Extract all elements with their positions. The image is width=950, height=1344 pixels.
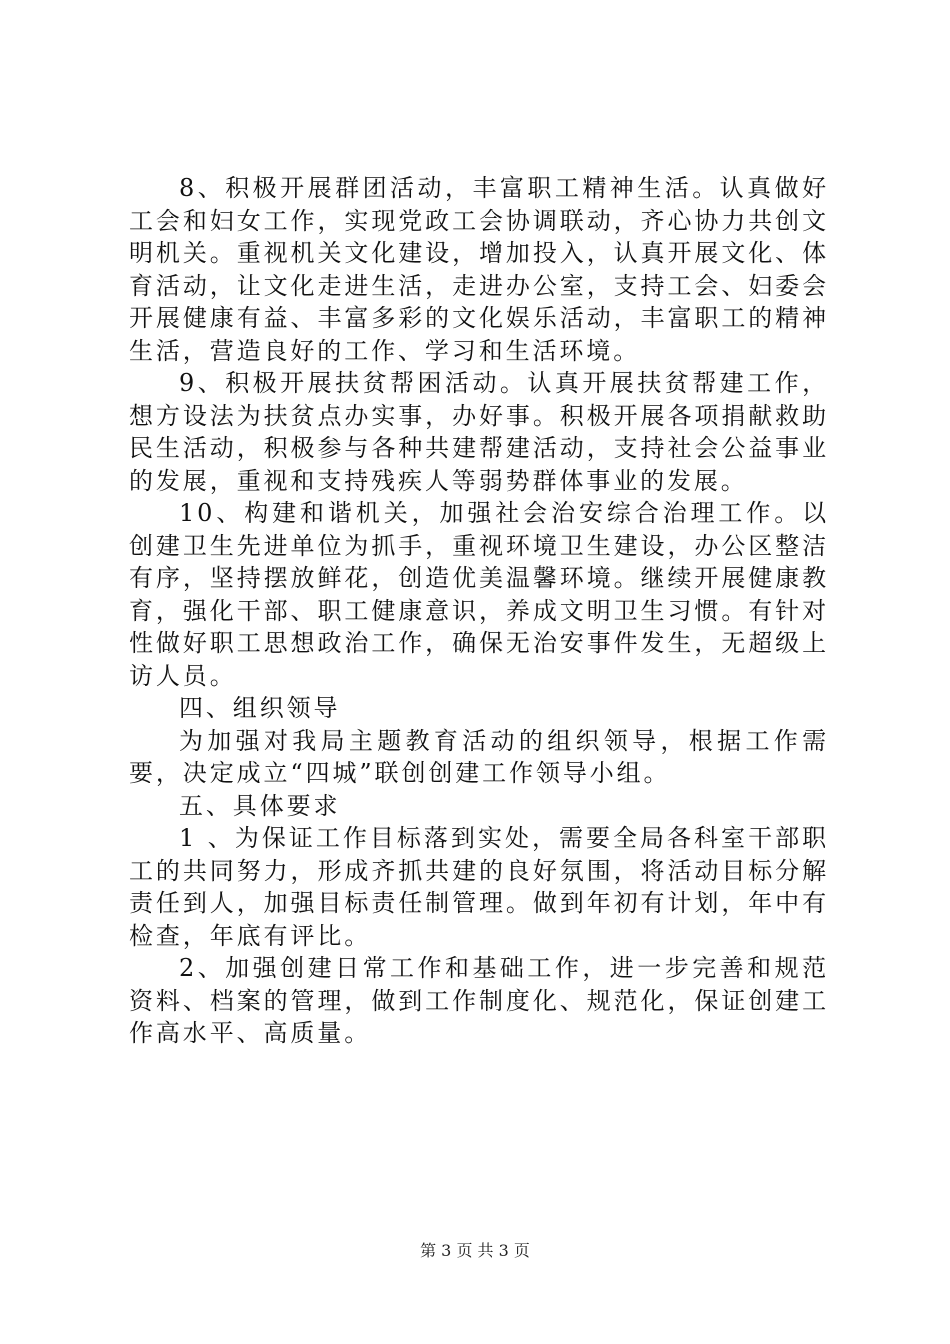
paragraph-item-9: 9、积极开展扶贫帮困活动。认真开展扶贫帮建工作，想方设法为扶贫点办实事，办好事。积极开展各项捐献救助民生活动，积极参与各种共建帮建活动，支持社会公益事业的发展，重视和支持残疾人等弱势群体事业的发展。 <box>129 369 829 495</box>
page-number-footer: 第 3 页 共 3 页 <box>420 1241 530 1260</box>
section-heading-requirements: 五、具体要求 <box>179 791 341 820</box>
document-body <box>129 172 829 1050</box>
paragraph-item-10: 10、构建和谐机关，加强社会治安综合治理工作。以创建卫生先进单位为抓手，重视环境卫生建设，办公区整洁有序，坚持摆放鲜花，创造优美温馨环境。继续开展健康教育，强化干部、职工健康意识，养成文明卫生习惯。有针对性做好职工思想政治工作，确保无治安事件发生，无超级上访人员。 <box>129 499 829 690</box>
paragraph-requirement-1: 1 、为保证工作目标落到实处，需要全局各科室干部职工的共同努力，形成齐抓共建的良好氛围，将活动目标分解责任到人，加强目标责任制管理。做到年初有计划，年中有检查，年底有评比。 <box>129 824 829 950</box>
paragraph-item-8: 8、积极开展群团活动，丰富职工精神生活。认真做好工会和妇女工作，实现党政工会协调联动，齐心协力共创文明机关。重视机关文化建设，增加投入，认真开展文化、体育活动，让文化走进生活，走进办公室，支持工会、妇委会开展健康有益、丰富多彩的文化娱乐活动，丰富职工的精神生活，营造良好的工作、学习和生活环境。 <box>129 174 829 365</box>
section-heading-organization: 四、组织领导 <box>179 694 341 722</box>
paragraph-organization: 为加强对我局主题教育活动的组织领导，根据工作需要，决定成立“四城”联创创建工作领导小组。 <box>129 726 829 787</box>
paragraph-requirement-2: 2、加强创建日常工作和基础工作，进一步完善和规范资料、档案的管理，做到工作制度化、规范化，保证创建工作高水平、高质量。 <box>129 954 829 1047</box>
